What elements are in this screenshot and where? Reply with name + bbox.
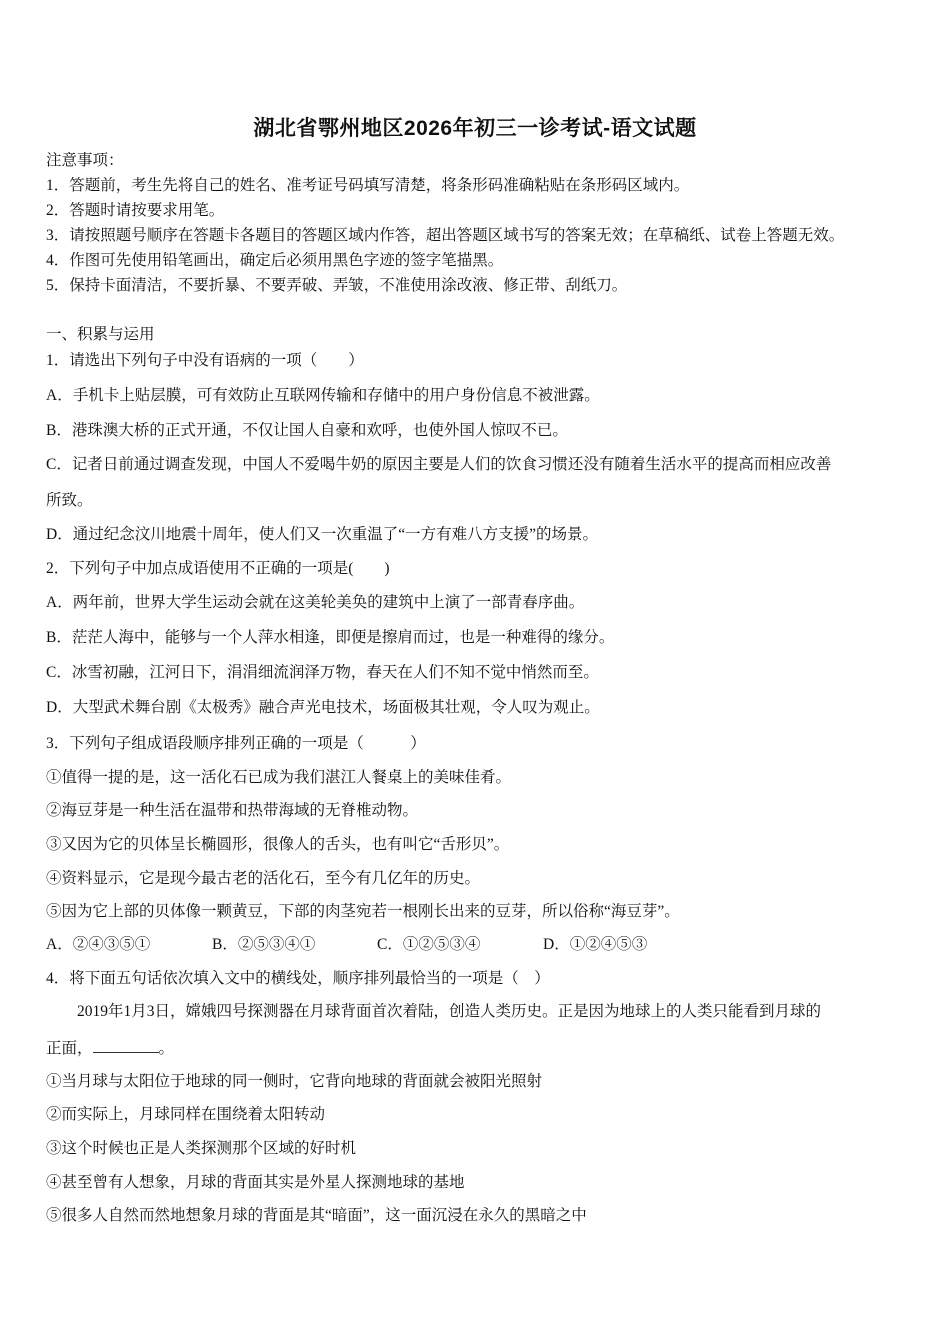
text-line: A．手机卡上贴层膜，可有效防止互联网传输和存储中的用户身份信息不被泄露。	[46, 387, 600, 404]
text-line: ⑤很多人自然而然地想象月球的背面是其“暗面”，这一面沉浸在永久的黑暗之中	[46, 1207, 587, 1224]
text-line: 2．答题时请按要求用笔。	[46, 202, 225, 219]
page-title: 湖北省鄂州地区2026年初三一诊考试-语文试题	[253, 117, 697, 140]
q4-blank-suffix: 。	[158, 1040, 175, 1057]
text-line: ②海豆芽是一种生活在温带和热带海域的无脊椎动物。	[46, 802, 419, 819]
text-line: 一、积累与运用	[46, 326, 155, 343]
text-line: 3．下列句子组成语段顺序排列正确的一项是（ ）	[46, 735, 426, 752]
q3-option-b: B．②⑤③④①	[212, 936, 316, 953]
text-line: D．大型武术舞台剧《太极秀》融合声光电技术，场面极其壮观，令人叹为观止。	[46, 699, 600, 716]
text-line: ②而实际上，月球同样在围绕着太阳转动	[46, 1106, 326, 1123]
q3-option-a: A．②④③⑤①	[46, 936, 151, 953]
q4-blank-line	[46, 1038, 174, 1059]
text-line: 所致。	[46, 492, 93, 509]
q3-option-d: D．①②④⑤③	[543, 936, 648, 953]
text-line: 注意事项：	[46, 152, 124, 169]
text-line: D．通过纪念汶川地震十周年，使人们又一次重温了“一方有难八方支援”的场景。	[46, 526, 598, 543]
text-line: 5．保持卡面清洁，不要折暴、不要弄破、弄皱，不准使用涂改液、修正带、刮纸刀。	[46, 277, 628, 294]
text-line: C．冰雪初融，江河日下，涓涓细流润泽万物，春天在人们不知不觉中悄然而至。	[46, 664, 599, 681]
text-line: 2019年1月3日，嫦娥四号探测器在月球背面首次着陆，创造人类历史。正是因为地球上的人类只能看到月球的	[46, 1003, 822, 1020]
q3-option-c: C．①②⑤③④	[377, 936, 481, 953]
fill-blank	[93, 1038, 159, 1053]
text-line: ③又因为它的贝体呈长椭圆形，很像人的舌头，也有叫它“舌形贝”。	[46, 836, 510, 853]
text-line: B．茫茫人海中，能够与一个人萍水相逢，即便是擦肩而过，也是一种难得的缘分。	[46, 629, 615, 646]
text-line: 1．请选出下列句子中没有语病的一项（ ）	[46, 352, 364, 369]
text-line: ③这个时候也正是人类探测那个区域的好时机	[46, 1140, 357, 1157]
text-line: 4．将下面五句话依次填入文中的横线处，顺序排列最恰当的一项是（ ）	[46, 970, 550, 987]
text-line: A．两年前，世界大学生运动会就在这美轮美奂的建筑中上演了一部青春序曲。	[46, 594, 585, 611]
text-line: ⑤因为它上部的贝体像一颗黄豆，下部的肉茎宛若一根刚长出来的豆芽，所以俗称“海豆芽”。	[46, 903, 680, 920]
text-line: 3．请按照题号顺序在答题卡各题目的答题区域内作答，超出答题区域书写的答案无效；在草稿纸、试卷上答题无效。	[46, 227, 845, 244]
text-line: 4．作图可先使用铅笔画出，确定后必须用黑色字迹的签字笔描黑。	[46, 252, 504, 269]
text-line: B．港珠澳大桥的正式开通，不仅让国人自豪和欢呼，也使外国人惊叹不已。	[46, 422, 568, 439]
text-line: ④资料显示，它是现今最古老的活化石，至今有几亿年的历史。	[46, 870, 481, 887]
text-line: 1．答题前，考生先将自己的姓名、准考证号码填写清楚，将条形码准确粘贴在条形码区域内。	[46, 177, 690, 194]
text-line: C．记者日前通过调查发现，中国人不爱喝牛奶的原因主要是人们的饮食习惯还没有随着生活水平的提高而相应改善	[46, 456, 832, 473]
text-line: ①当月球与太阳位于地球的同一侧时，它背向地球的背面就会被阳光照射	[46, 1073, 543, 1090]
text-line: ④甚至曾有人想象，月球的背面其实是外星人探测地球的基地	[46, 1174, 465, 1191]
text-line: 2．下列句子中加点成语使用不正确的一项是( )	[46, 560, 390, 577]
text-line: ①值得一提的是，这一活化石已成为我们湛江人餐桌上的美味佳肴。	[46, 769, 512, 786]
q4-blank-prefix: 正面，	[46, 1040, 93, 1057]
